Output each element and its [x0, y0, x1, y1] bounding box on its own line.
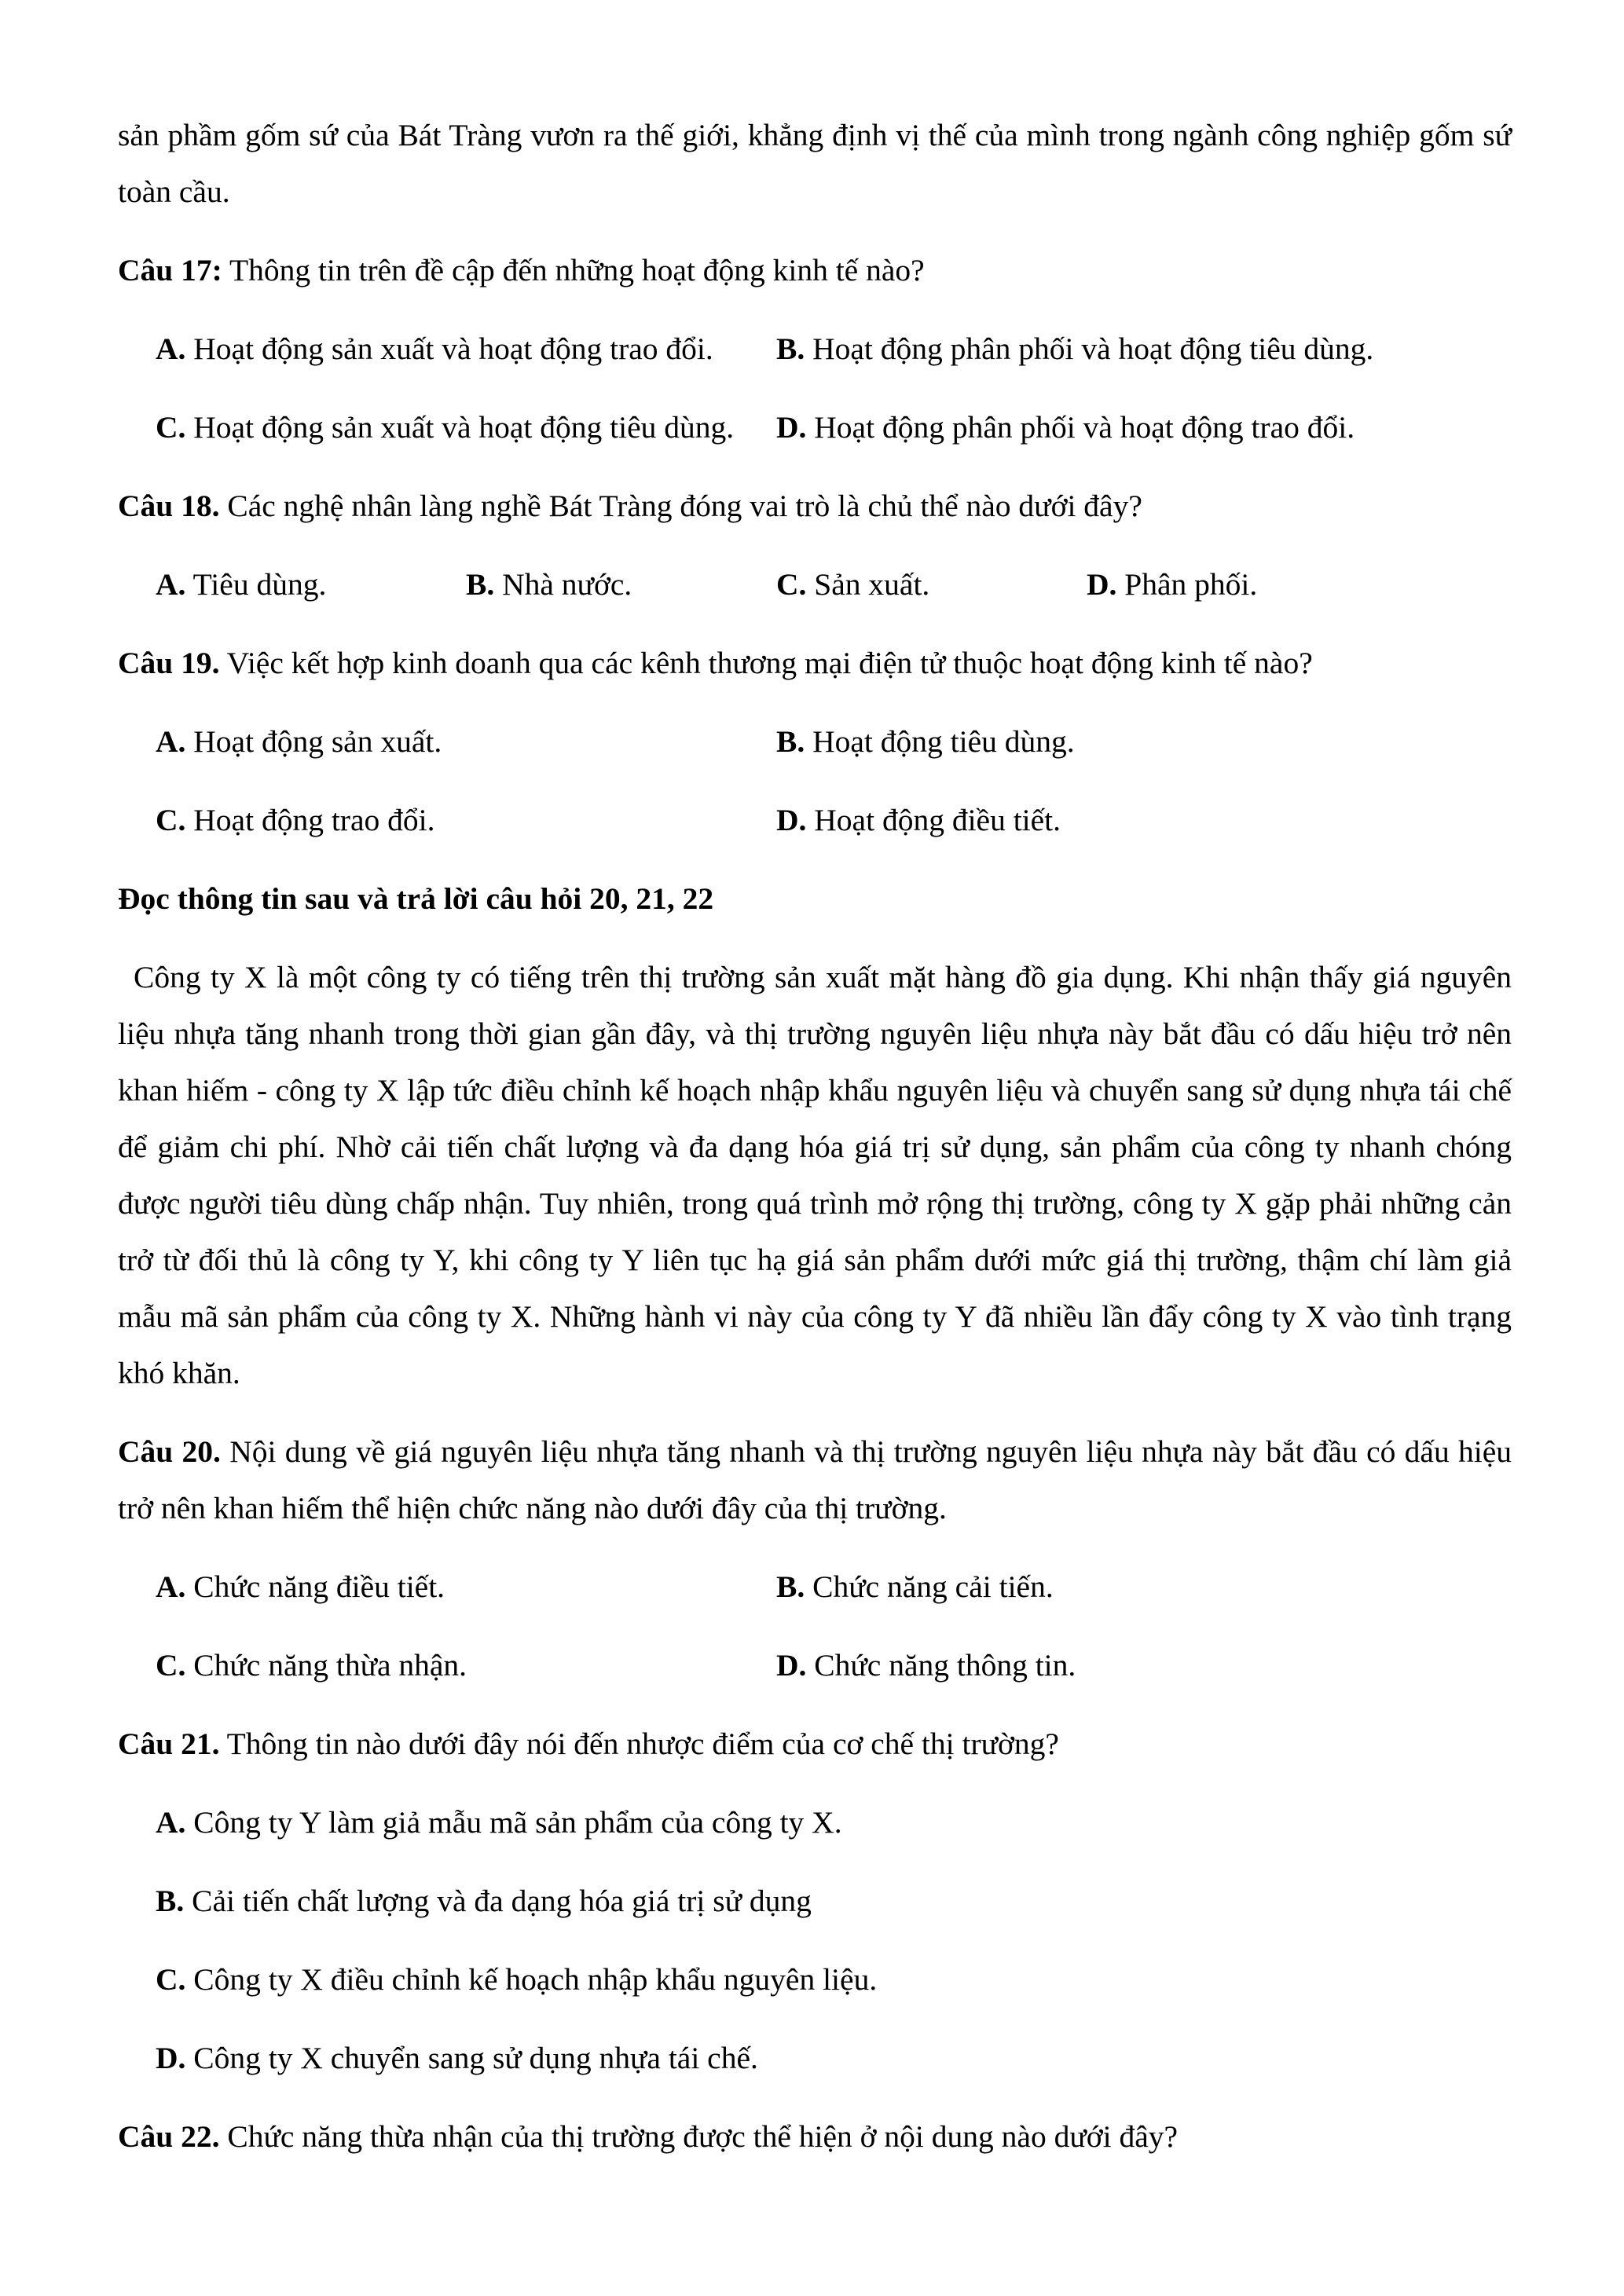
option-a[interactable]: [156, 1558, 776, 1615]
options-row: [118, 320, 1512, 377]
intro-paragraph-tail: sản phầm gốm sứ của Bát Tràng vươn ra thế giới, khẳng định vị thế của mình trong ngành công nghiệp gốm sứ toàn cầu.: [118, 118, 1512, 209]
question-text: Các nghệ nhân làng nghề Bát Tràng đóng vai trò là chủ thể nào dưới đây?: [219, 489, 1142, 523]
question-18: [118, 478, 1512, 534]
option-key: A.: [156, 567, 186, 602]
option-text: Hoạt động sản xuất.: [185, 724, 442, 759]
options-row: [118, 1637, 1512, 1694]
question-text: Nội dung về giá nguyên liệu nhựa tăng nhanh và thị trường nguyên liệu nhựa này bắt đầu có dấu hiệu trở nên khan hiếm thể hiện chức năng nào dưới đây của thị trường.: [118, 1434, 1512, 1525]
option-text: Nhà nước.: [494, 567, 632, 602]
question-text: Thông tin nào dưới đây nói đến nhược điểm của cơ chế thị trường?: [219, 1727, 1059, 1761]
option-b[interactable]: [118, 1873, 1512, 1929]
option-c[interactable]: [776, 556, 1087, 613]
question-label: Câu 21.: [118, 1727, 220, 1761]
option-a[interactable]: [118, 1794, 1512, 1851]
option-b[interactable]: [776, 1558, 1054, 1615]
option-key: B.: [156, 1884, 185, 1918]
option-d[interactable]: [776, 1637, 1076, 1694]
reading-passage: Công ty X là một công ty có tiếng trên thị trường sản xuất mặt hàng đồ gia dụng. Khi nhận thấy giá nguyên liệu nhựa tăng nhanh trong thời gian gần đây, và thị trường nguyên liệu nhựa này bắt đầu có dấu hiệu trở nên khan hiếm - công ty X lập tức điều chỉnh kế hoạch nhập khẩu nguyên liệu và chuyển sang sử dụng nhựa tái chế để giảm chi phí. Nhờ cải tiến chất lượng và đa dạng hóa giá trị sử dụng, sản phẩm của công ty nhanh chóng được người tiêu dùng chấp nhận. Tuy nhiên, trong quá trình mở rộng thị trường, công ty X gặp phải những cản trở từ đối thủ là công ty Y, khi công ty Y liên tục hạ giá sản phẩm dưới mức giá thị trường, thậm chí làm giả mẫu mã sản phẩm của công ty X. Những hành vi này của công ty Y đã nhiều lần đẩy công ty X vào tình trạng khó khăn.: [118, 960, 1512, 1390]
option-c[interactable]: [118, 1951, 1512, 2008]
question-17: [118, 242, 1512, 298]
option-d[interactable]: [118, 2030, 1512, 2086]
option-text: Chức năng thông tin.: [806, 1648, 1076, 1683]
question-21: [118, 1716, 1512, 1772]
question-text: Chức năng thừa nhận của thị trường được thể hiện ở nội dung nào dưới đây?: [219, 2119, 1179, 2154]
question-text: Việc kết hợp kinh doanh qua các kênh thương mại điện tử thuộc hoạt động kinh tế nào?: [219, 646, 1313, 680]
options-row: [118, 556, 1512, 613]
option-text: Sản xuất.: [806, 567, 930, 602]
question-label: Câu 22.: [118, 2119, 220, 2154]
option-a[interactable]: [156, 713, 776, 770]
option-text: Hoạt động phân phối và hoạt động tiêu dùng.: [805, 331, 1374, 366]
question-label: Câu 20.: [118, 1434, 221, 1469]
option-key: D.: [776, 1648, 807, 1683]
option-c[interactable]: [156, 1637, 776, 1694]
option-text: Hoạt động sản xuất và hoạt động tiêu dùng.: [185, 410, 735, 445]
option-text: Công ty X chuyển sang sử dụng nhựa tái chế.: [185, 2041, 758, 2075]
option-d[interactable]: [1087, 556, 1257, 613]
option-key: B.: [776, 331, 805, 366]
question-19: [118, 635, 1512, 691]
option-key: C.: [156, 803, 186, 837]
option-text: Hoạt động sản xuất và hoạt động trao đổi.: [185, 331, 713, 366]
option-key: C.: [156, 1962, 186, 1997]
option-key: D.: [1087, 567, 1117, 602]
option-key: A.: [156, 724, 186, 759]
option-key: A.: [156, 331, 186, 366]
question-20: [118, 1423, 1512, 1536]
option-text: Hoạt động trao đổi.: [185, 803, 435, 837]
option-c[interactable]: [156, 792, 776, 848]
question-label: Câu 18.: [118, 489, 220, 523]
question-label: Câu 17:: [118, 253, 222, 287]
question-22: [118, 2108, 1512, 2165]
option-key: C.: [156, 1648, 186, 1683]
option-d[interactable]: [776, 399, 1355, 456]
option-b[interactable]: [776, 320, 1373, 377]
document-page: [118, 107, 1512, 2165]
option-key: C.: [776, 567, 807, 602]
option-c[interactable]: [156, 399, 776, 456]
option-text: Hoạt động phân phối và hoạt động trao đổi.: [806, 410, 1355, 445]
option-b[interactable]: [466, 556, 776, 613]
option-key: D.: [776, 410, 807, 445]
options-row: [118, 792, 1512, 848]
options-row: [118, 399, 1512, 456]
option-key: D.: [776, 803, 807, 837]
option-a[interactable]: [156, 320, 776, 377]
options-row: [118, 713, 1512, 770]
option-text: Hoạt động điều tiết.: [806, 803, 1061, 837]
option-text: Chức năng cải tiến.: [805, 1569, 1054, 1604]
option-key: A.: [156, 1569, 186, 1604]
option-d[interactable]: [776, 792, 1061, 848]
question-label: Câu 19.: [118, 646, 220, 680]
options-row: [118, 1558, 1512, 1615]
option-text: Chức năng điều tiết.: [185, 1569, 445, 1604]
option-text: Công ty Y làm giả mẫu mã sản phẩm của công ty X.: [185, 1805, 842, 1840]
question-text: Thông tin trên đề cập đến những hoạt động kinh tế nào?: [222, 253, 925, 287]
option-text: Chức năng thừa nhận.: [185, 1648, 467, 1683]
option-text: Phân phối.: [1116, 567, 1258, 602]
option-key: C.: [156, 410, 186, 445]
option-b[interactable]: [776, 713, 1075, 770]
option-text: Tiêu dùng.: [185, 567, 327, 602]
option-text: Hoạt động tiêu dùng.: [805, 724, 1075, 759]
option-text: Công ty X điều chỉnh kế hoạch nhập khẩu nguyên liệu.: [185, 1962, 878, 1997]
option-key: A.: [156, 1805, 186, 1840]
option-key: B.: [466, 567, 495, 602]
option-key: D.: [156, 2041, 186, 2075]
option-key: B.: [776, 1569, 805, 1604]
option-a[interactable]: [156, 556, 466, 613]
option-key: B.: [776, 724, 805, 759]
reading-heading: Đọc thông tin sau và trả lời câu hỏi 20, 21, 22: [118, 881, 714, 916]
option-text: Cải tiến chất lượng và đa dạng hóa giá trị sử dụng: [184, 1884, 812, 1918]
